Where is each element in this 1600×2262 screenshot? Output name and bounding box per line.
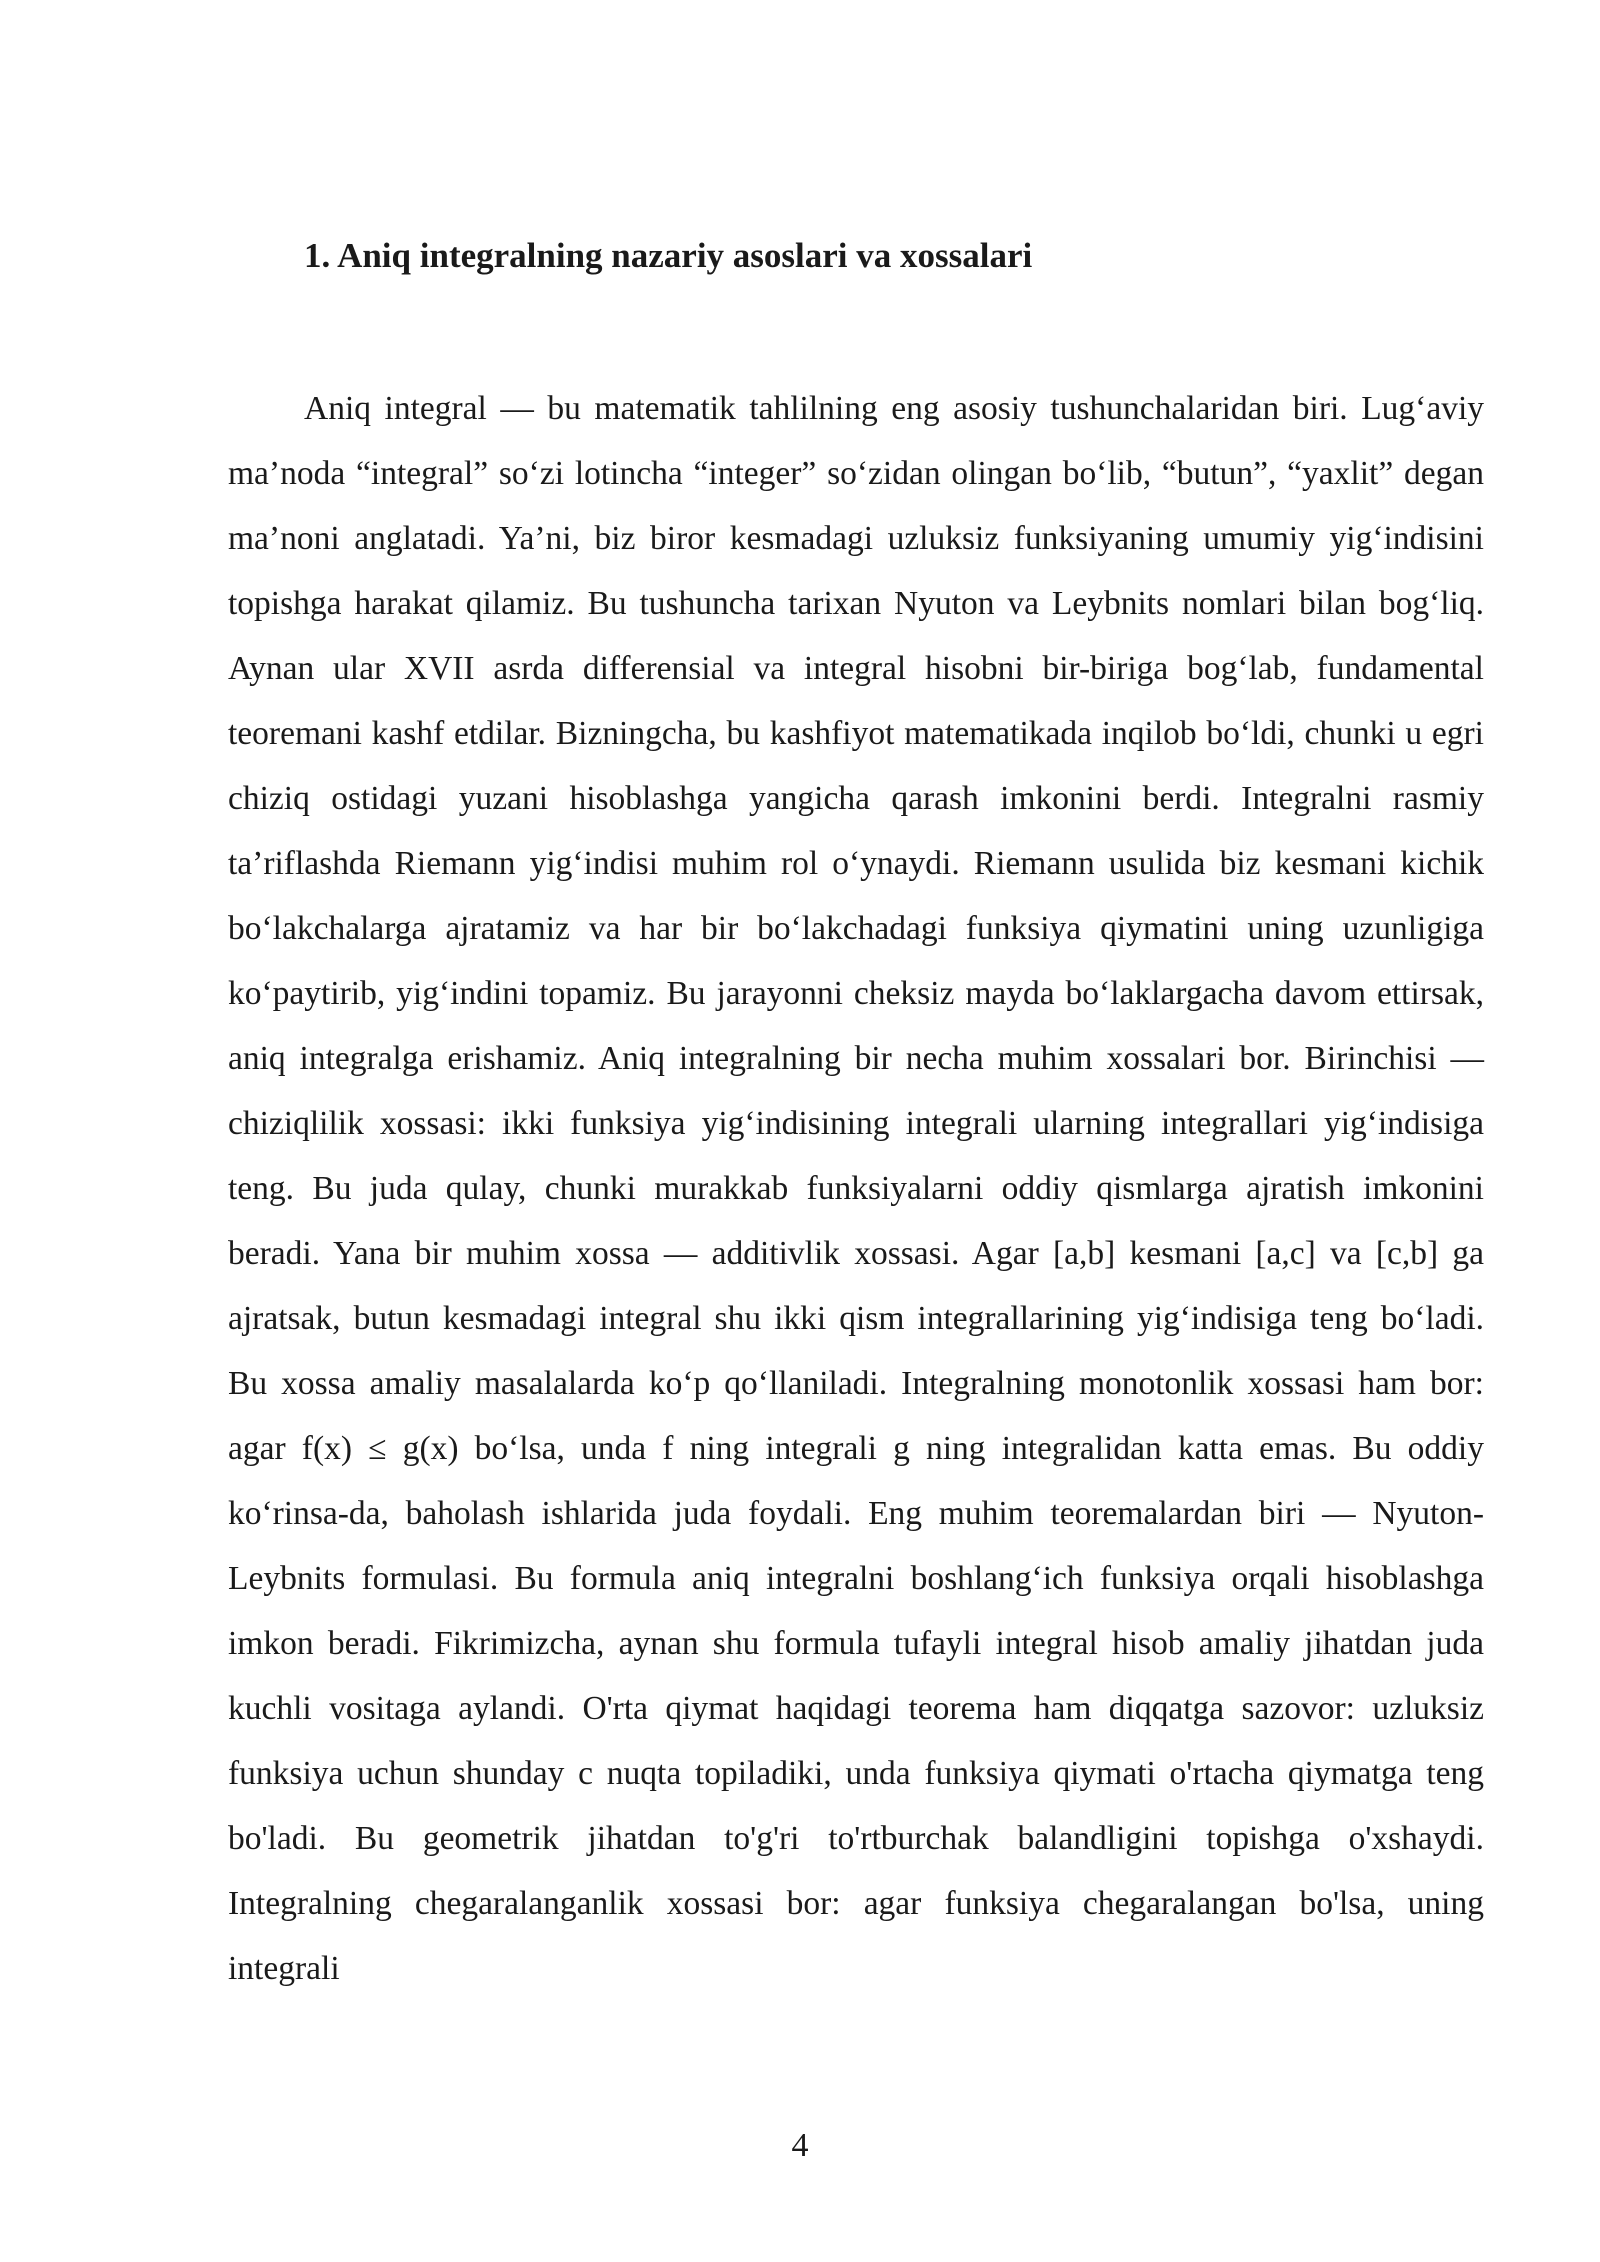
page-number: 4 [791, 2127, 809, 2164]
body-paragraph: Aniq integral — bu matematik tahlilning eng asosiy tushunchalaridan biri. Lug‘aviy ma’noda “integral” so‘zi lotincha “integer” so‘zidan olingan bo‘lib, “butun”, “yaxlit” degan ma’noni anglatadi. Ya’ni, biz biror kesmadagi uzluksiz funksiyaning umumiy yig‘indisini topishga harakat qilamiz. Bu tushuncha tarixan Nyuton va Leybnits nomlari bilan bog‘liq. Aynan ular XVII asrda differensial va integral hisobni bir-biriga bog‘lab, fundamental teoremani kashf etdilar. Bizningcha, bu kashfiyot matematikada inqilob bo‘ldi, chunki u egri chiziq ostidagi yuzani hisoblashga yangicha qarash imkonini berdi. Integralni rasmiy ta’riflashda Riemann yig‘indisi muhim rol o‘ynaydi. Riemann usulida biz kesmani kichik bo‘lakchalarga ajratamiz va har bir bo‘lakchadagi funksiya qiymatini uning uzunligiga ko‘paytirib, yig‘indini topamiz. Bu jarayonni cheksiz mayda bo‘laklargacha davom ettirsak, aniq integralga erishamiz. Aniq integralning bir necha muhim xossalari bor. Birinchisi — chiziqlilik xossasi: ikki funksiya yig‘indisining integrali ularning integrallari yig‘indisiga teng. Bu juda qulay, chunki murakkab funksiyalarni oddiy qismlarga ajratish imkonini beradi. Yana bir muhim xossa — additivlik xossasi. Agar [a,b] kesmani [a,c] va [c,b] ga ajratsak, butun kesmadagi integral shu ikki qism integrallarining yig‘indisiga teng bo‘ladi. Bu xossa amaliy masalalarda ko‘p qo‘llaniladi. Integralning monotonlik xossasi ham bor: agar f(x) ≤ g(x) bo‘lsa, unda f ning integrali g ning integralidan katta emas. Bu oddiy ko‘rinsa-da, baholash ishlarida juda foydali. Eng muhim teoremalardan biri — Nyuton-Leybnits formulasi. Bu formula aniq integralni boshlang‘ich funksiya orqali hisoblashga imkon beradi. Fikrimizcha, aynan shu formula tufayli integral hisob amaliy jihatdan juda kuchli vositaga aylandi. O'rta qiymat haqidagi teorema ham diqqatga sazovor: uzluksiz funksiya uchun shunday c nuqta topiladiki, unda funksiya qiymati o'rtacha qiymatga teng bo'ladi. Bu geometrik jihatdan to'g'ri to'rtburchak balandligini topishga o'xshaydi. Integralning chegaralanganlik xossasi bor: agar funksiya chegaralangan bo'lsa, uning integrali [228, 390, 1484, 1987]
section-heading: 1. Aniq integralning nazariy asoslari va xossalari [304, 236, 1033, 275]
